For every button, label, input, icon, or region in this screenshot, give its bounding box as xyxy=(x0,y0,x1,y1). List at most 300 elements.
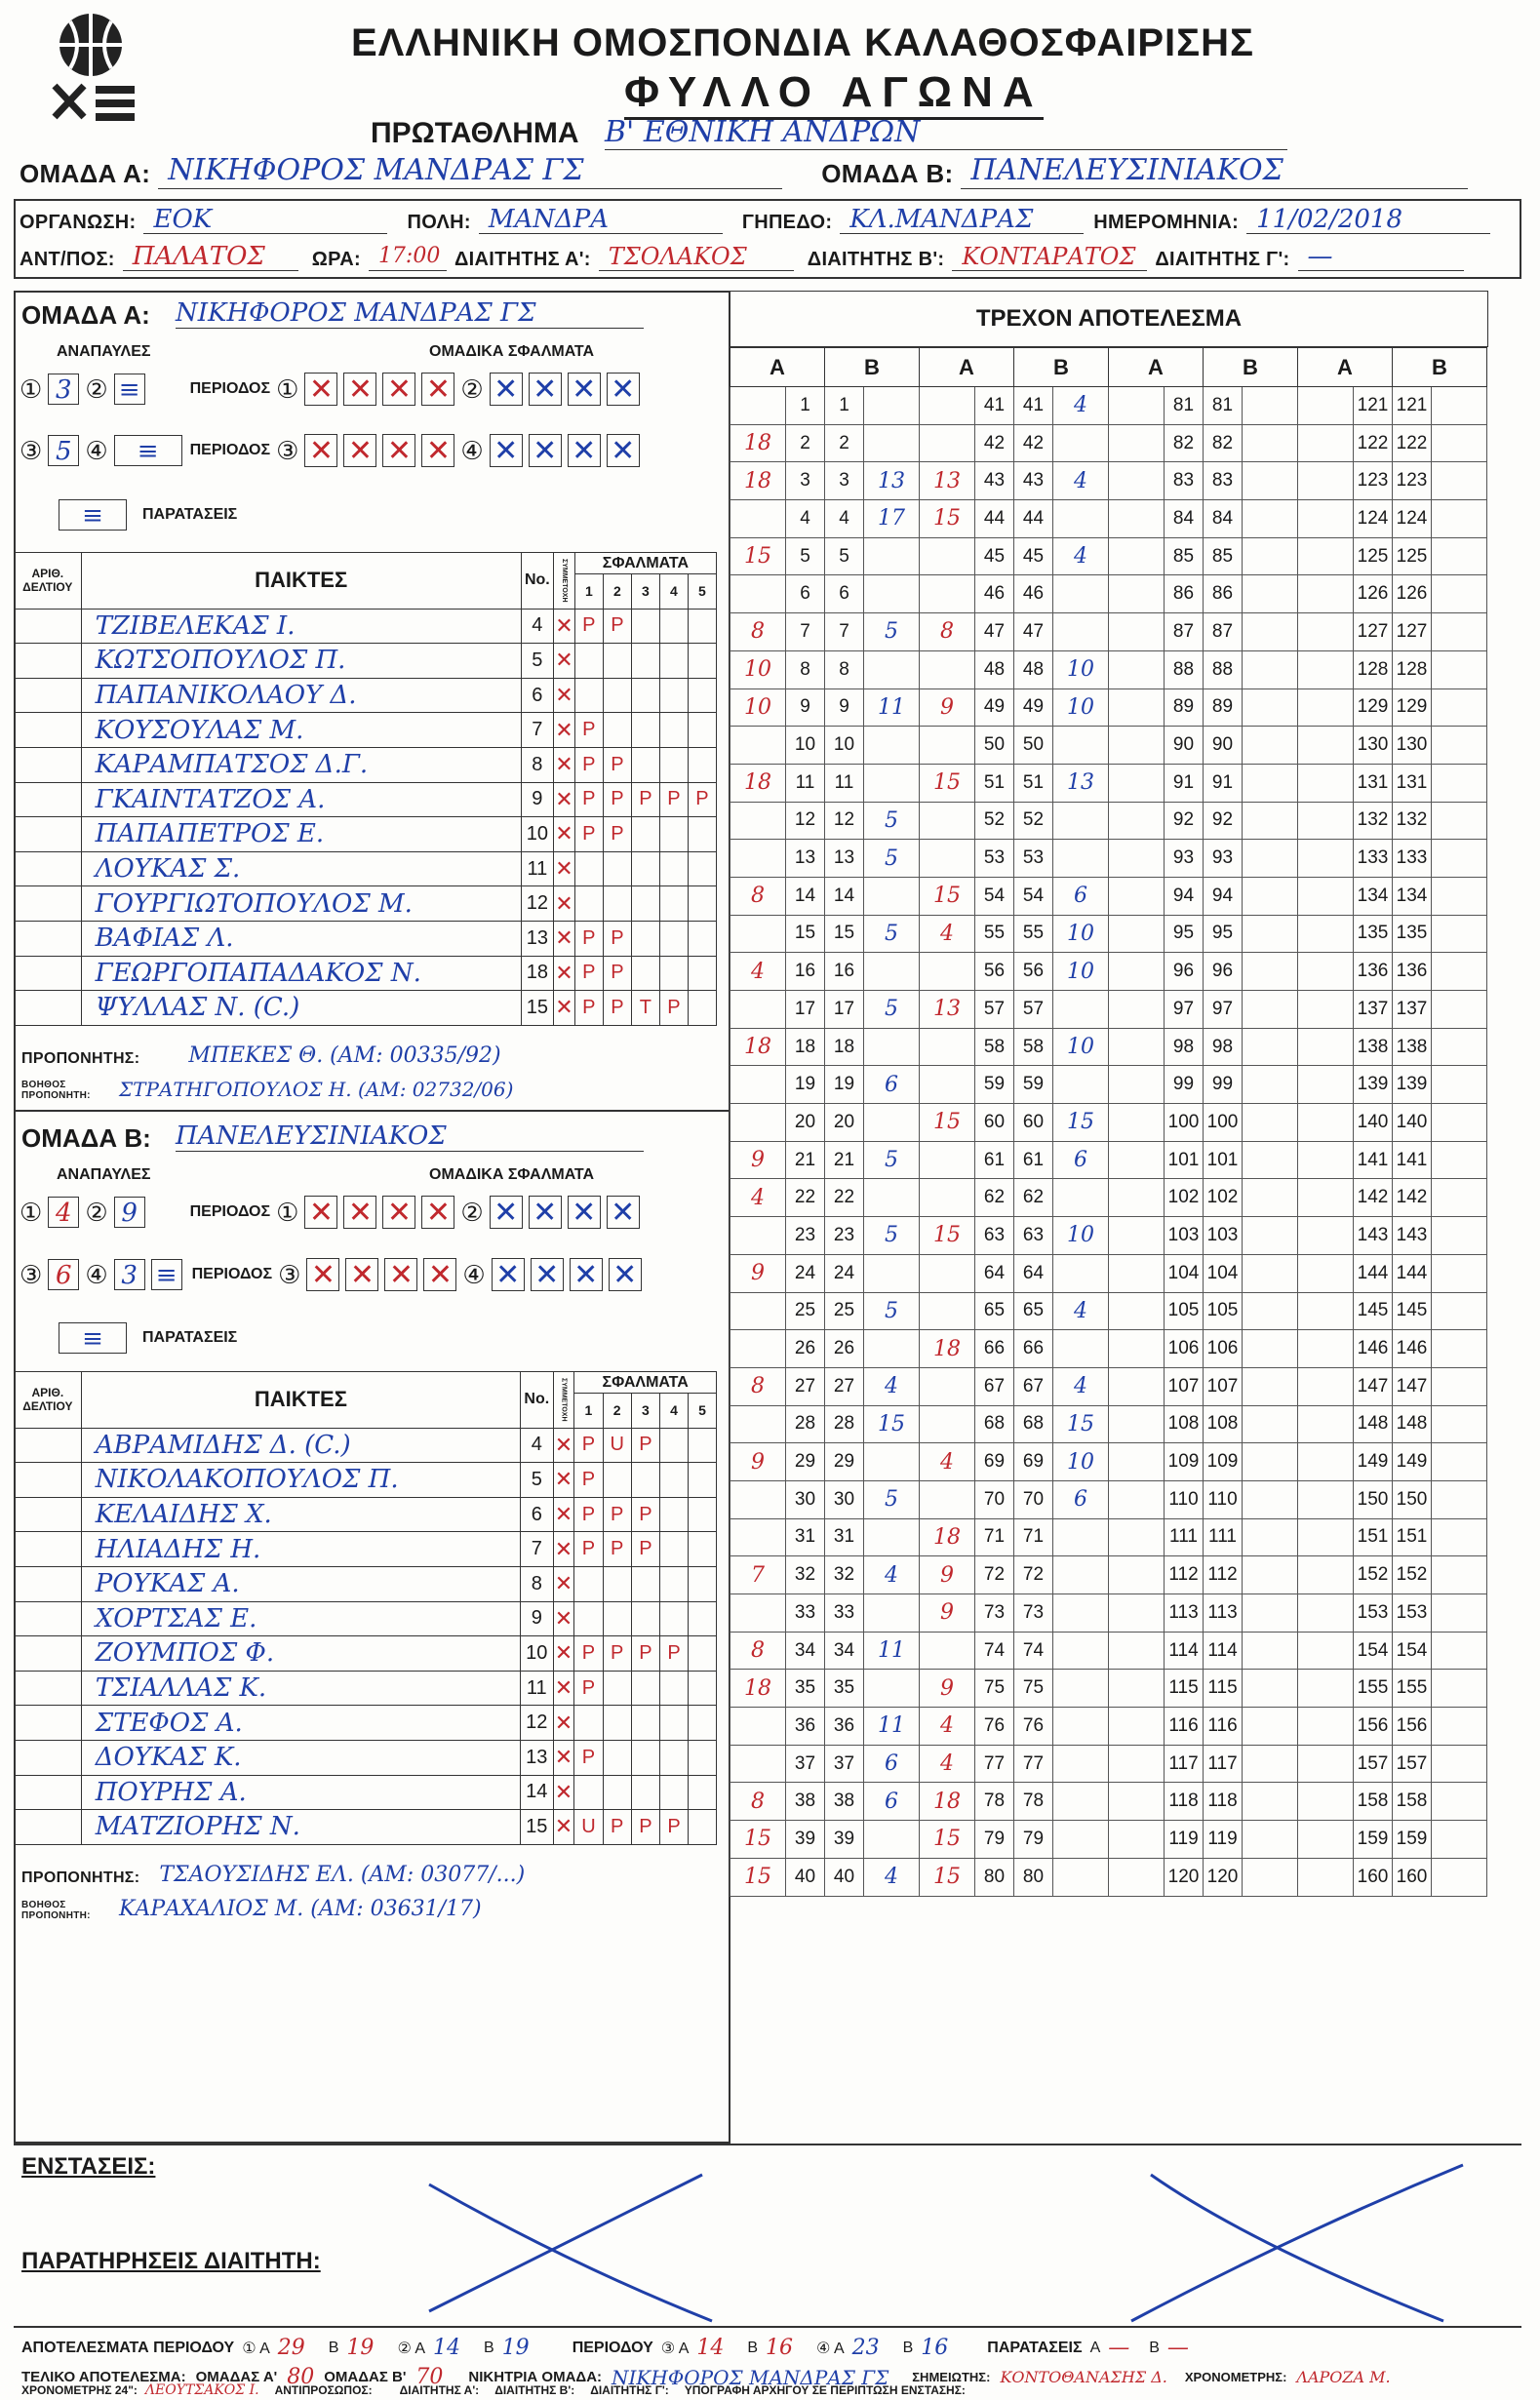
foul-cell xyxy=(659,1497,688,1532)
score-a-number: 154 xyxy=(1354,1632,1393,1670)
score-a-mark xyxy=(1109,613,1165,651)
score-a-number: 44 xyxy=(975,500,1014,538)
p4-a: 23 xyxy=(851,2336,880,2360)
score-a-mark xyxy=(1298,1066,1354,1104)
licence-cell xyxy=(15,782,82,817)
organizer-label: ΟΡΓΑΝΩΣΗ: xyxy=(20,212,137,233)
score-a-number: 73 xyxy=(975,1594,1014,1633)
score-a-number: 42 xyxy=(975,424,1014,462)
score-b-number: 72 xyxy=(1014,1556,1053,1594)
score-a-mark xyxy=(1298,1104,1354,1142)
assistant-label: ΒΟΗΘΟΣ ΠΡΟΠΟΝΗΤΗ: xyxy=(21,1080,91,1101)
score-a-number: 98 xyxy=(1165,1028,1204,1066)
score-b-number: 7 xyxy=(825,613,864,651)
participation-mark: ✕ xyxy=(554,851,575,886)
player-name: ΛΟΥΚΑΣ Σ. xyxy=(81,851,521,886)
final-team-b-label: ΟΜΑΔΑΣ Β' xyxy=(324,2369,407,2385)
score-b-mark: 11 xyxy=(864,1632,920,1670)
score-b-number: 133 xyxy=(1393,840,1432,878)
foul-cell xyxy=(603,678,631,713)
foul-cell xyxy=(689,1601,717,1636)
score-b-number: 19 xyxy=(825,1066,864,1104)
score-b-number: 131 xyxy=(1393,764,1432,802)
score-row xyxy=(731,1821,1487,1859)
score-a-number: 121 xyxy=(1354,387,1393,425)
player-number: 4 xyxy=(521,1428,553,1463)
player-number: 7 xyxy=(521,713,553,748)
score-b-number: 119 xyxy=(1204,1821,1243,1859)
score-a-mark xyxy=(1109,877,1165,915)
foul-cell xyxy=(688,678,716,713)
score-a-number: 149 xyxy=(1354,1443,1393,1481)
score-b-number: 138 xyxy=(1393,1028,1432,1066)
licence-header: ΑΡΙΘ. ΔΕΛΤΙΟΥ xyxy=(15,1372,82,1429)
score-b-number: 117 xyxy=(1204,1745,1243,1783)
score-b-mark xyxy=(1432,689,1487,727)
player-name: ΓΟΥΡΓΙΩΤΟΠΟΥΛΟΣ Μ. xyxy=(81,886,521,922)
score-b-mark xyxy=(1432,1594,1487,1633)
team-a-label: ΟΜΑΔΑ Α: xyxy=(20,159,151,188)
foul-cell: P xyxy=(631,782,659,817)
final-score-a: 80 xyxy=(287,2365,315,2389)
score-a-mark: 4 xyxy=(920,1708,975,1746)
score-row xyxy=(731,689,1487,727)
score-b-mark xyxy=(1432,500,1487,538)
foul-cell xyxy=(603,886,631,922)
score-b-number: 55 xyxy=(1014,915,1053,953)
score-b-number: 128 xyxy=(1393,650,1432,689)
score-b-number: 142 xyxy=(1393,1179,1432,1217)
score-b-mark xyxy=(1243,500,1298,538)
foul-cell xyxy=(659,921,688,956)
score-a-mark xyxy=(1298,764,1354,802)
score-row xyxy=(731,1632,1487,1670)
player-number: 9 xyxy=(521,782,553,817)
score-a-mark xyxy=(1109,462,1165,500)
score-a-mark xyxy=(1298,462,1354,500)
score-a-number: 92 xyxy=(1165,802,1204,840)
foul-cell xyxy=(631,1706,659,1741)
score-b-number: 105 xyxy=(1204,1292,1243,1330)
score-b-mark xyxy=(864,727,920,765)
team-a-timeouts-p1: ① 3 ② ≡ ΠΕΡΙΟΔΟΣ ① ✕ ✕ ✕ ✕ ② ✕ ✕ ✕ ✕ xyxy=(20,373,640,406)
score-b-number: 130 xyxy=(1393,727,1432,765)
foul-cell: P xyxy=(574,713,603,748)
score-b-number: 94 xyxy=(1204,877,1243,915)
score-a-mark xyxy=(1298,613,1354,651)
foul-cell xyxy=(659,1566,688,1601)
score-a-mark xyxy=(1109,1292,1165,1330)
score-b-mark xyxy=(1243,1217,1298,1255)
participation-mark: ✕ xyxy=(554,817,575,852)
score-b-mark xyxy=(1243,1858,1298,1896)
score-b-number: 144 xyxy=(1393,1254,1432,1292)
score-a-mark xyxy=(1109,1330,1165,1368)
score-a-mark xyxy=(920,1066,975,1104)
score-b-number: 150 xyxy=(1393,1480,1432,1518)
score-b-number: 82 xyxy=(1204,424,1243,462)
licence-cell xyxy=(15,1497,82,1532)
score-b-mark xyxy=(1053,840,1109,878)
foul-cell xyxy=(659,956,688,991)
player-number: 8 xyxy=(521,747,553,782)
score-b-mark xyxy=(1243,764,1298,802)
score-a-number: 136 xyxy=(1354,953,1393,991)
score-col-header: Β xyxy=(825,348,920,387)
score-a-mark xyxy=(1298,1292,1354,1330)
score-a-number: 77 xyxy=(975,1745,1014,1783)
score-a-mark xyxy=(1298,1594,1354,1633)
foul-cell xyxy=(603,644,631,679)
score-a-mark xyxy=(1298,991,1354,1029)
score-a-mark xyxy=(920,1254,975,1292)
score-a-mark xyxy=(920,575,975,613)
score-b-mark: 6 xyxy=(1053,1480,1109,1518)
score-a-number: 41 xyxy=(975,387,1014,425)
score-b-mark xyxy=(864,1330,920,1368)
score-a-number: 46 xyxy=(975,575,1014,613)
score-a-number: 127 xyxy=(1354,613,1393,651)
score-b-mark xyxy=(1432,1708,1487,1746)
licence-header: ΑΡΙΘ. ΔΕΛΤΙΟΥ xyxy=(15,553,82,610)
score-a-number: 128 xyxy=(1354,650,1393,689)
score-b-number: 79 xyxy=(1014,1821,1053,1859)
score-row xyxy=(731,1480,1487,1518)
city-value: ΜΑΝΔΡΑ xyxy=(479,205,723,234)
licence-cell xyxy=(15,1740,82,1775)
ref-c-label: ΔΙΑΙΤΗΤΗΣ Γ': xyxy=(1155,249,1290,270)
player-row xyxy=(15,1497,717,1532)
score-a-number: 68 xyxy=(975,1405,1014,1443)
score-a-number: 156 xyxy=(1354,1708,1393,1746)
score-b-mark: 13 xyxy=(864,462,920,500)
score-b-number: 11 xyxy=(825,764,864,802)
foul-cell xyxy=(631,644,659,679)
score-a-mark: 18 xyxy=(920,1518,975,1556)
score-a-mark: 8 xyxy=(731,613,786,651)
score-b-mark xyxy=(1243,1594,1298,1633)
period-label: ΠΕΡΙΟΔΟΣ xyxy=(189,380,271,397)
score-a-number: 86 xyxy=(1165,575,1204,613)
foul-cell: P xyxy=(574,1532,603,1567)
participation-mark: ✕ xyxy=(554,991,575,1026)
score-b-number: 26 xyxy=(825,1330,864,1368)
score-b-mark xyxy=(1053,1179,1109,1217)
foul-cell: P xyxy=(603,609,631,644)
score-a-mark: 4 xyxy=(731,1179,786,1217)
score-a-number: 83 xyxy=(1165,462,1204,500)
score-a-mark xyxy=(1298,1745,1354,1783)
score-b-mark xyxy=(1053,1821,1109,1859)
foul-cell: P xyxy=(603,1636,631,1672)
score-b-mark: 10 xyxy=(1053,650,1109,689)
score-b-mark: 5 xyxy=(864,915,920,953)
player-row xyxy=(15,609,717,644)
score-a-number: 122 xyxy=(1354,424,1393,462)
score-b-mark: 10 xyxy=(1053,1443,1109,1481)
score-b-mark xyxy=(1243,1330,1298,1368)
score-b-mark: 4 xyxy=(864,1858,920,1896)
score-col-header: Β xyxy=(1014,348,1109,387)
score-a-number: 7 xyxy=(786,613,825,651)
score-a-mark xyxy=(731,1708,786,1746)
score-a-number: 81 xyxy=(1165,387,1204,425)
score-b-number: 120 xyxy=(1204,1858,1243,1896)
score-a-number: 65 xyxy=(975,1292,1014,1330)
score-a-mark xyxy=(1109,1670,1165,1708)
score-b-mark xyxy=(864,537,920,575)
foul-cell: P xyxy=(659,782,688,817)
score-a-number: 74 xyxy=(975,1632,1014,1670)
foul-cell xyxy=(574,1601,603,1636)
team-a-coach: ΜΠΕΚΕΣ Θ. (ΑΜ: 00335/92) xyxy=(188,1043,501,1068)
score-a-mark xyxy=(1298,1028,1354,1066)
score-row xyxy=(731,1670,1487,1708)
licence-cell xyxy=(15,1775,82,1810)
foul-cell xyxy=(574,678,603,713)
score-b-number: 140 xyxy=(1393,1104,1432,1142)
score-b-mark xyxy=(1243,1480,1298,1518)
score-a-mark: 15 xyxy=(920,764,975,802)
score-a-mark xyxy=(1109,1632,1165,1670)
score-b-number: 132 xyxy=(1393,802,1432,840)
score-b-number: 84 xyxy=(1204,500,1243,538)
score-a-number: 95 xyxy=(1165,915,1204,953)
foul-cell xyxy=(659,1428,688,1463)
score-b-number: 99 xyxy=(1204,1066,1243,1104)
final-team-a-label: ΟΜΑΔΑΣ Α' xyxy=(195,2369,278,2385)
timer24-value: ΛΕΟΥΤΣΑΚΟΣ Ι. xyxy=(144,2382,259,2398)
score-b-mark xyxy=(1432,575,1487,613)
score-a-number: 109 xyxy=(1165,1443,1204,1481)
score-a-mark: 9 xyxy=(731,1443,786,1481)
score-a-number: 69 xyxy=(975,1443,1014,1481)
foul-cell xyxy=(689,1463,717,1498)
timer-value: ΛΑΡΟΖΑ Μ. xyxy=(1296,2368,1391,2386)
player-number: 11 xyxy=(521,851,553,886)
foul-cell xyxy=(574,851,603,886)
score-a-mark xyxy=(1109,1066,1165,1104)
score-a-number: 71 xyxy=(975,1518,1014,1556)
score-b-mark xyxy=(864,1594,920,1633)
score-a-mark: 4 xyxy=(731,953,786,991)
score-a-number: 158 xyxy=(1354,1783,1393,1821)
score-a-number: 144 xyxy=(1354,1254,1393,1292)
foul-cell: P xyxy=(603,1497,631,1532)
foul-cell: P xyxy=(574,782,603,817)
match-info-row-2 xyxy=(20,242,1521,271)
foul-cell xyxy=(603,1671,631,1706)
score-b-number: 85 xyxy=(1204,537,1243,575)
p1-b: 19 xyxy=(346,2336,375,2360)
foul-cell xyxy=(574,1706,603,1741)
score-a-number: 115 xyxy=(1165,1670,1204,1708)
score-b-mark xyxy=(864,575,920,613)
ref-b-value: ΚΟΝΤΑΡΑΤΟΣ xyxy=(952,242,1147,271)
score-a-mark xyxy=(1109,387,1165,425)
score-a-number: 118 xyxy=(1165,1783,1204,1821)
score-a-mark: 15 xyxy=(731,1858,786,1896)
score-b-number: 109 xyxy=(1204,1443,1243,1481)
score-b-number: 71 xyxy=(1014,1518,1053,1556)
score-b-mark: 4 xyxy=(1053,537,1109,575)
score-b-mark: 10 xyxy=(1053,915,1109,953)
score-b-number: 96 xyxy=(1204,953,1243,991)
score-b-mark xyxy=(1243,840,1298,878)
team-b-value: ΠΑΝΕΛΕΥΣΙΝΙΑΚΟΣ xyxy=(961,152,1468,189)
score-b-mark xyxy=(1243,1745,1298,1783)
winner-label: ΝΙΚΗΤΡΙΑ ΟΜΑΔΑ: xyxy=(468,2369,603,2385)
score-a-number: 70 xyxy=(975,1480,1014,1518)
score-b-number: 147 xyxy=(1393,1367,1432,1405)
score-a-mark xyxy=(1109,1217,1165,1255)
score-a-number: 5 xyxy=(786,537,825,575)
licence-cell xyxy=(15,851,82,886)
p1-a: 29 xyxy=(277,2336,305,2360)
score-b-number: 68 xyxy=(1014,1405,1053,1443)
player-name: ΠΑΠΑΝΙΚΟΛΑΟΥ Δ. xyxy=(81,678,521,713)
score-row xyxy=(731,1254,1487,1292)
score-a-number: 111 xyxy=(1165,1518,1204,1556)
overtime-label: ΠΑΡΑΤΑΣΕΙΣ xyxy=(987,2339,1083,2356)
score-a-mark xyxy=(920,727,975,765)
score-a-number: 130 xyxy=(1354,727,1393,765)
score-b-mark xyxy=(1243,1104,1298,1142)
score-b-number: 148 xyxy=(1393,1405,1432,1443)
score-b-number: 33 xyxy=(825,1594,864,1633)
team-b-teamfouls-label: ΟΜΑΔΙΚΑ ΣΦΑΛΜΑΤΑ xyxy=(429,1166,595,1183)
licence-cell xyxy=(15,1532,82,1567)
score-row xyxy=(731,650,1487,689)
score-b-mark xyxy=(1243,991,1298,1029)
player-name: ΚΟΥΣΟΥΛΑΣ Μ. xyxy=(81,713,521,748)
foul-cell xyxy=(659,1463,688,1498)
foul-cell xyxy=(659,678,688,713)
score-a-mark xyxy=(1109,1179,1165,1217)
score-a-mark xyxy=(1298,1141,1354,1179)
score-b-number: 28 xyxy=(825,1405,864,1443)
score-a-mark: 4 xyxy=(920,915,975,953)
score-a-mark: 15 xyxy=(920,1821,975,1859)
score-row xyxy=(731,1443,1487,1481)
score-a-mark: 13 xyxy=(920,991,975,1029)
foul-cell xyxy=(659,886,688,922)
score-b-mark xyxy=(864,953,920,991)
score-b-number: 143 xyxy=(1393,1217,1432,1255)
score-b-mark: 5 xyxy=(864,840,920,878)
score-a-number: 101 xyxy=(1165,1141,1204,1179)
licence-cell xyxy=(15,886,82,922)
score-a-mark: 18 xyxy=(731,424,786,462)
championship-value: Β' ΕΘΝΙΚΗ ΑΝΔΡΩΝ xyxy=(605,115,1287,150)
score-b-number: 37 xyxy=(825,1745,864,1783)
score-row xyxy=(731,1367,1487,1405)
score-b-mark xyxy=(1053,500,1109,538)
time-label: ΩΡΑ: xyxy=(311,249,361,270)
team-b-section-label: ΟΜΑΔΑ Β: xyxy=(21,1123,151,1153)
licence-cell xyxy=(15,713,82,748)
score-b-number: 17 xyxy=(825,991,864,1029)
score-a-number: 32 xyxy=(786,1556,825,1594)
player-number: 18 xyxy=(521,956,553,991)
score-a-number: 151 xyxy=(1354,1518,1393,1556)
foul-cell xyxy=(659,851,688,886)
score-b-number: 146 xyxy=(1393,1330,1432,1368)
score-a-mark xyxy=(1298,915,1354,953)
foul-cell xyxy=(688,817,716,852)
score-a-number: 19 xyxy=(786,1066,825,1104)
score-b-mark xyxy=(1432,1104,1487,1142)
score-b-mark: 5 xyxy=(864,1480,920,1518)
foul-cell: P xyxy=(631,1636,659,1672)
score-b-number: 151 xyxy=(1393,1518,1432,1556)
final-score-b: 70 xyxy=(415,2365,444,2389)
score-b-number: 49 xyxy=(1014,689,1053,727)
score-a-mark xyxy=(920,1292,975,1330)
city-label: ΠΟΛΗ: xyxy=(407,212,471,233)
score-b-number: 30 xyxy=(825,1480,864,1518)
score-b-mark xyxy=(1243,877,1298,915)
score-a-number: 113 xyxy=(1165,1594,1204,1633)
players-header: ΠΑΙΚΤΕΣ xyxy=(81,1372,520,1429)
score-a-number: 100 xyxy=(1165,1104,1204,1142)
period-label: ΠΕΡΙΟΔΟΣ xyxy=(189,442,271,458)
licence-cell xyxy=(15,921,82,956)
score-a-mark xyxy=(1298,500,1354,538)
score-b-number: 64 xyxy=(1014,1254,1053,1292)
score-b-number: 121 xyxy=(1393,387,1432,425)
foul-cell xyxy=(689,1706,717,1741)
score-b-number: 160 xyxy=(1393,1858,1432,1896)
foul-cell xyxy=(631,1601,659,1636)
score-a-number: 23 xyxy=(786,1217,825,1255)
score-a-mark xyxy=(1109,537,1165,575)
foul-cell xyxy=(603,1566,631,1601)
score-a-number: 8 xyxy=(786,650,825,689)
score-a-mark xyxy=(1298,424,1354,462)
score-a-number: 124 xyxy=(1354,500,1393,538)
licence-cell xyxy=(15,1671,82,1706)
score-b-mark: 5 xyxy=(864,1141,920,1179)
score-a-mark xyxy=(920,650,975,689)
player-row xyxy=(15,1428,717,1463)
score-a-mark xyxy=(1109,424,1165,462)
score-b-number: 154 xyxy=(1393,1632,1432,1670)
score-b-number: 102 xyxy=(1204,1179,1243,1217)
score-b-mark xyxy=(864,1821,920,1859)
score-a-mark xyxy=(920,802,975,840)
score-a-mark xyxy=(1298,575,1354,613)
score-b-number: 111 xyxy=(1204,1518,1243,1556)
score-b-number: 127 xyxy=(1393,613,1432,651)
score-b-number: 35 xyxy=(825,1670,864,1708)
score-b-mark xyxy=(864,764,920,802)
player-row xyxy=(15,782,717,817)
foul-cell xyxy=(689,1497,717,1532)
foul-cell xyxy=(631,956,659,991)
score-b-number: 51 xyxy=(1014,764,1053,802)
score-b-mark xyxy=(1053,1066,1109,1104)
score-a-mark xyxy=(731,1066,786,1104)
score-a-mark xyxy=(731,1480,786,1518)
score-a-number: 45 xyxy=(975,537,1014,575)
score-b-number: 81 xyxy=(1204,387,1243,425)
score-a-number: 143 xyxy=(1354,1217,1393,1255)
player-row xyxy=(15,1566,717,1601)
score-a-number: 134 xyxy=(1354,877,1393,915)
licence-cell xyxy=(15,1636,82,1672)
score-b-number: 87 xyxy=(1204,613,1243,651)
